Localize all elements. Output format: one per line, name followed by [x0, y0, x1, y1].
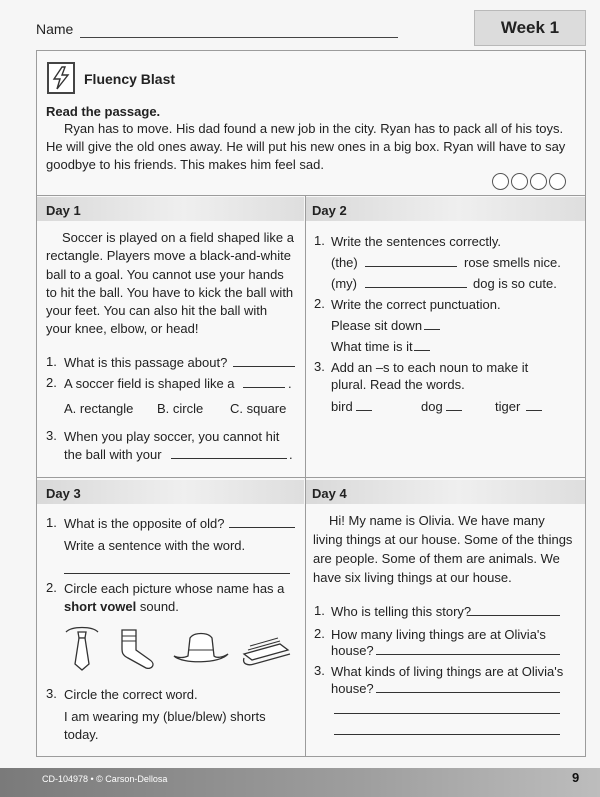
day3-q3-line2: I am wearing my (blue/blew) shorts	[64, 709, 266, 724]
answer-line[interactable]	[64, 573, 290, 574]
answer-line[interactable]	[424, 329, 440, 330]
week-tab: Week 1	[474, 10, 586, 46]
q-number: 1.	[314, 603, 325, 618]
day2-s1-suffix: rose smells nice.	[464, 255, 561, 270]
reading-tracker	[492, 173, 566, 190]
answer-line[interactable]	[356, 410, 372, 411]
picture-row	[60, 624, 296, 674]
fluency-passage: Ryan has to move. His dad found a new job in the city. Ryan has to pack all of his toys. He will give the old ones away. He will put his new ones in a big box. Ryan will have to say goodbye to his friends. This makes him feel sad.	[46, 121, 566, 172]
answer-line[interactable]	[243, 387, 285, 388]
day2-q1-text: Write the sentences correctly.	[331, 234, 502, 249]
q-number: 1.	[46, 354, 57, 369]
word-bird: bird	[331, 399, 353, 414]
word-tiger: tiger	[495, 399, 521, 414]
answer-line[interactable]	[334, 713, 560, 714]
period: .	[288, 376, 292, 391]
day3-q1-line2: Write a sentence with the word.	[64, 538, 246, 553]
day1-passage: Soccer is played on a field shaped like a rectangle. Players move a black-and-white ball to a goal. You cannot use your hands to hit the ball. You have to kick the ball with your feet. You can also hit the ball with your knee, elbow, or head!	[46, 230, 294, 337]
day2-label: Day 2	[312, 203, 347, 218]
option-b[interactable]: B. circle	[157, 401, 204, 416]
day1-q3-line1: When you play soccer, you cannot hit	[64, 429, 280, 444]
divider	[305, 195, 306, 757]
day3-q2-line1: Circle each picture whose name has a	[64, 581, 285, 596]
name-label: Name	[36, 21, 74, 37]
reading-circle[interactable]	[511, 173, 528, 190]
day4-q3-line2: house?	[331, 681, 374, 696]
day4-q2-line2: house?	[331, 643, 374, 658]
answer-line[interactable]	[233, 366, 295, 367]
day2-s1-prefix: (the)	[331, 255, 358, 270]
reading-circle[interactable]	[530, 173, 547, 190]
day2-q2-s2: What time is it	[331, 339, 413, 354]
day4-band	[306, 480, 585, 504]
name-field-line[interactable]	[80, 37, 398, 38]
word-dog: dog	[421, 399, 443, 414]
day4-passage: Hi! My name is Olivia. We have many living things at our house. Some of the things are people. Some of them are animals. We have six living things at our house.	[313, 513, 573, 585]
reading-circle[interactable]	[549, 173, 566, 190]
day2-q2-text: Write the correct punctuation.	[331, 297, 501, 312]
day3-q3-text: Circle the correct word.	[64, 687, 198, 702]
day1-q3-line2: the ball with your	[64, 447, 162, 462]
day2-q3-line1: Add an –s to each noun to make it	[331, 360, 529, 375]
lightning-icon	[47, 62, 75, 94]
fluency-blast-title: Fluency Blast	[84, 71, 176, 87]
day2-q3-line2: plural. Read the words.	[331, 377, 465, 392]
day4-q2-line1: How many living things are at Olivia's	[331, 627, 546, 642]
day1-q1-text: What is this passage about?	[64, 355, 228, 370]
divider	[36, 195, 586, 196]
answer-line[interactable]	[376, 692, 560, 693]
short-vowel-bold: short vowel	[64, 599, 137, 614]
answer-line[interactable]	[365, 287, 467, 288]
day2-band	[306, 197, 585, 221]
reading-circle[interactable]	[492, 173, 509, 190]
q-number: 3.	[314, 663, 325, 678]
day2-s2-prefix: (my)	[331, 276, 357, 291]
answer-line[interactable]	[171, 458, 287, 459]
day4-q3-line1: What kinds of living things are at Olivia's	[331, 664, 564, 679]
answer-line[interactable]	[526, 410, 542, 411]
day1-label: Day 1	[46, 203, 81, 218]
q-number: 3.	[46, 428, 57, 443]
read-passage-heading: Read the passage.	[46, 104, 161, 119]
period: .	[289, 447, 293, 462]
q-number: 3.	[46, 686, 57, 701]
q-number: 1.	[314, 233, 325, 248]
page-number: 9	[572, 770, 580, 785]
day1-q2-text: A soccer field is shaped like a	[64, 376, 235, 391]
answer-line[interactable]	[414, 350, 430, 351]
footer-copyright: CD-104978 • © Carson-Dellosa	[42, 774, 168, 784]
answer-line[interactable]	[365, 266, 457, 267]
answer-line[interactable]	[376, 654, 560, 655]
answer-line[interactable]	[334, 734, 560, 735]
q-number: 2.	[314, 626, 325, 641]
day2-s2-suffix: dog is so cute.	[473, 276, 557, 291]
answer-line[interactable]	[446, 410, 462, 411]
day3-q2-line2	[64, 598, 179, 616]
day3-label: Day 3	[46, 486, 81, 501]
sock-icon[interactable]	[116, 626, 160, 672]
answer-line[interactable]	[229, 527, 295, 528]
option-c[interactable]: C. square	[230, 401, 287, 416]
q-number: 3.	[314, 359, 325, 374]
divider	[36, 477, 586, 478]
q-number: 1.	[46, 515, 57, 530]
q-number: 2.	[46, 580, 57, 595]
tie-icon[interactable]	[60, 624, 104, 672]
day4-q1-text: Who is telling this story?	[331, 604, 472, 619]
option-a[interactable]: A. rectangle	[64, 401, 134, 416]
day3-q3-line3: today.	[64, 727, 99, 742]
day3-q1-text: What is the opposite of old?	[64, 516, 225, 531]
q-number: 2.	[46, 375, 57, 390]
hat-icon[interactable]	[172, 630, 230, 670]
answer-line[interactable]	[468, 615, 560, 616]
day4-label: Day 4	[312, 486, 347, 501]
sled-icon[interactable]	[240, 636, 292, 668]
day3-q2-rest: sound.	[136, 599, 179, 614]
day2-q2-s1: Please sit down	[331, 318, 423, 333]
q-number: 2.	[314, 296, 325, 311]
